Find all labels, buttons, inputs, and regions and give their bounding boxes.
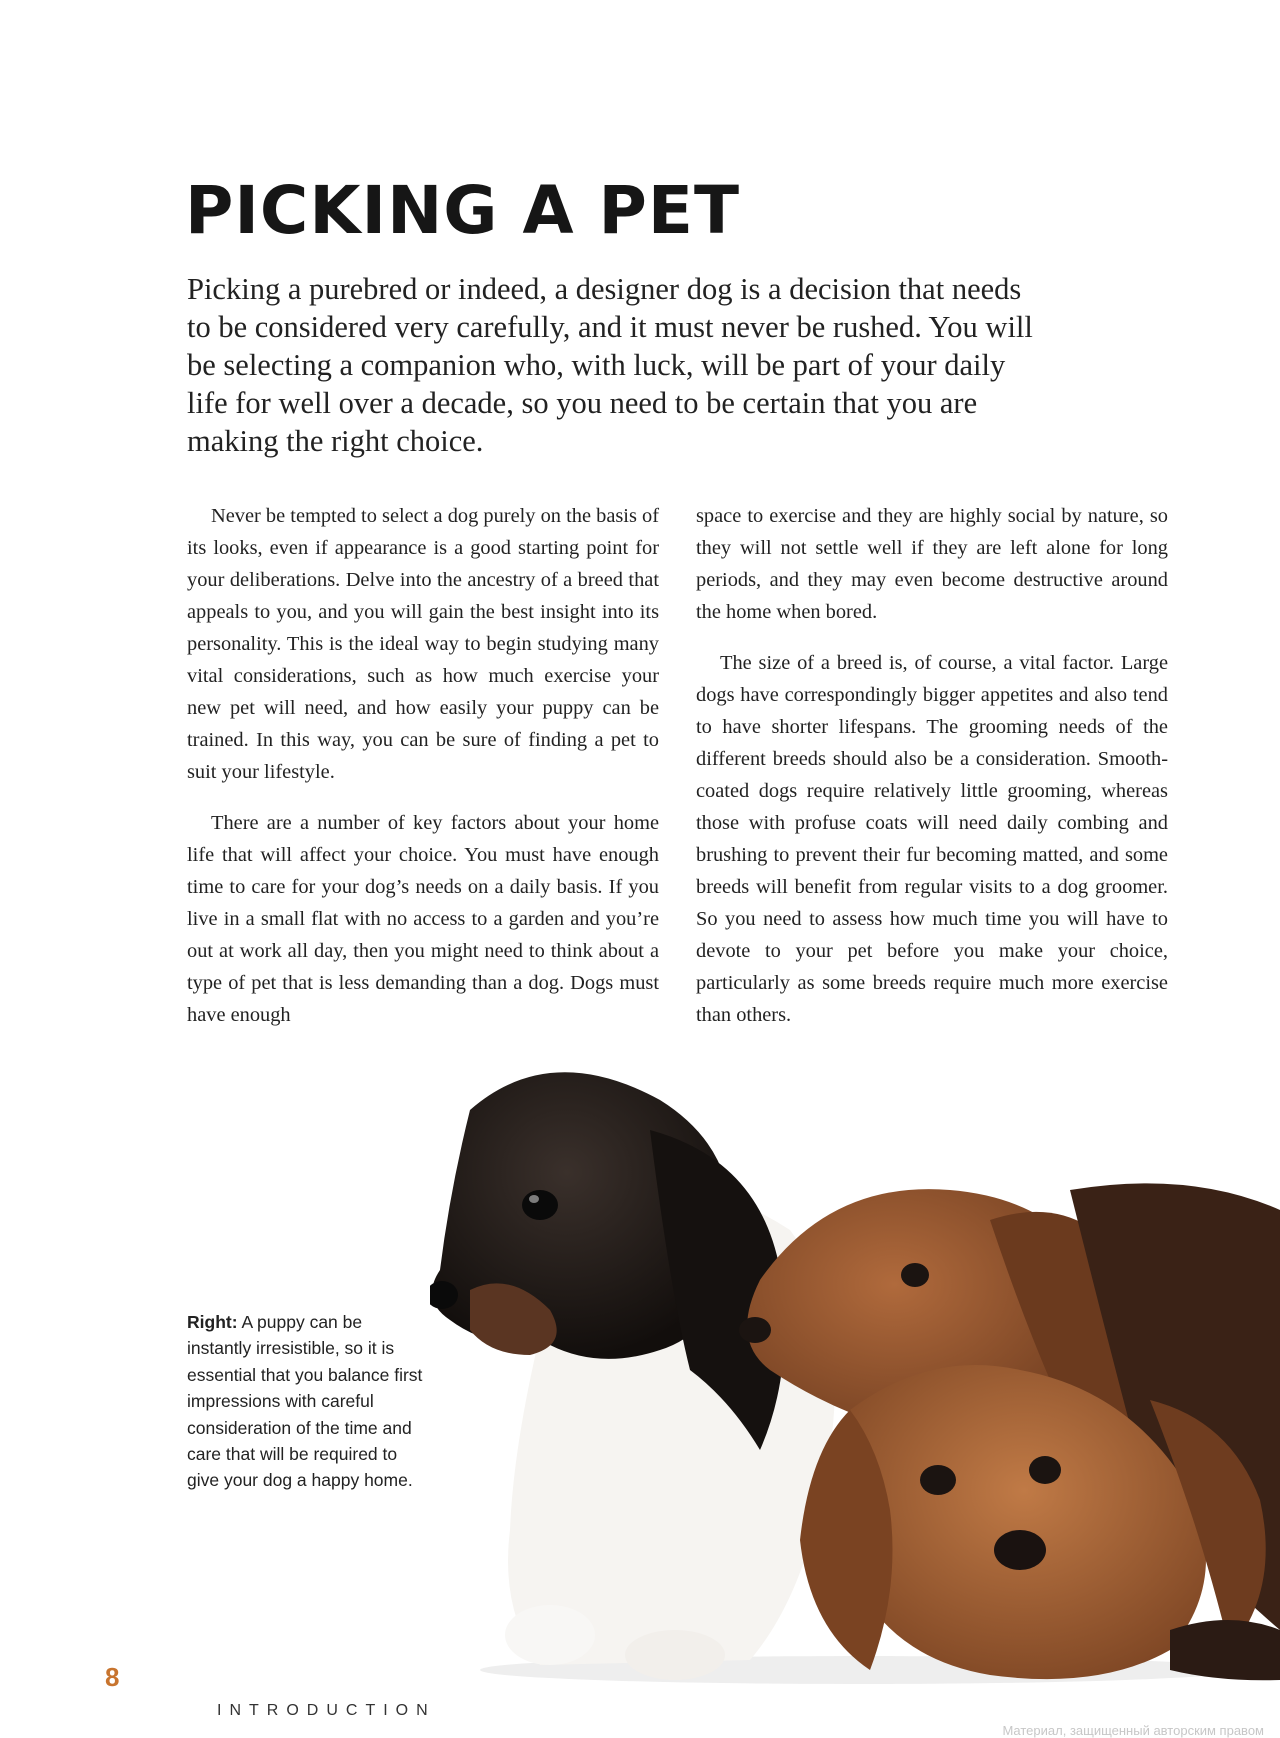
photo-caption [187,1309,427,1494]
copyright-watermark: Материал, защищенный авторским правом [1002,1723,1264,1738]
black-puppy-eye [522,1190,558,1220]
brown-puppy-eye [901,1263,929,1287]
body-paragraph: space to exercise and they are highly social by nature, so they will not settle well if they are left alone for long periods, and they may even become destructive around the home when bored. [696,505,1168,623]
lower-puppy-paw [1170,1620,1280,1680]
white-paw [505,1605,595,1665]
left-column [187,500,659,1050]
lower-puppy-eye [920,1465,956,1495]
body-paragraph: Never be tempted to select a dog purely on the basis of its looks, even if appearance is a good starting point for your deliberations. Delve into the ancestry of a breed that appeals to you, and you will gain the best insight into its personality. This is the ideal way to begin studying many vital considerations, such as how much exercise your new pet will need, and how easily your puppy can be trained. In this way, you can be sure of finding a pet to suit your lifestyle. [187,505,659,783]
page-title: PICKING A PET [185,172,740,249]
body-paragraph: The size of a breed is, of course, a vital factor. Large dogs have correspondingly bigger appetites and also tend to have shorter lifespans. The grooming needs of the different breeds should also be a consideration. Smooth-coated dogs require relatively little grooming, whereas those with profuse coats will need daily combing and brushing to prevent their fur becoming matted, and some breeds will benefit from regular visits to a dog groomer. So you need to assess how much time you will have to devote to your pet before you make your choice, particularly as some breeds require much more exercise than others. [696,652,1168,1026]
white-paw [625,1630,725,1680]
lower-puppy-nose [994,1530,1046,1570]
lower-puppy-eye [1029,1456,1061,1484]
right-column [696,500,1168,1050]
brown-puppy-nose [739,1317,771,1343]
section-name: INTRODUCTION [217,1702,436,1719]
page-number: 8 [105,1662,120,1692]
caption-label: Right: [187,1312,238,1332]
intro-paragraph: Picking a purebred or indeed, a designer dog is a decision that needs to be considered very carefully, and it must never be rushed. You will be selecting a companion who, with luck, will be part of your daily life for well over a decade, so you need to be certain that you are making the right choice. [187,272,1033,458]
body-paragraph: There are a number of key factors about your home life that will affect your choice. You must have enough time to care for your dog’s needs on a daily basis. If you live in a small flat with no access to a garden and you’re out at work all day, then you might need to think about a type of pet that is less demanding than a dog. Dogs must have enough [187,812,659,1026]
puppies-photo [430,1070,1280,1690]
caption-text: A puppy can be instantly irresistible, so it is essential that you balance first impressions with careful consideration of the time and care that will be required to give your dog a happy home. [187,1312,423,1491]
